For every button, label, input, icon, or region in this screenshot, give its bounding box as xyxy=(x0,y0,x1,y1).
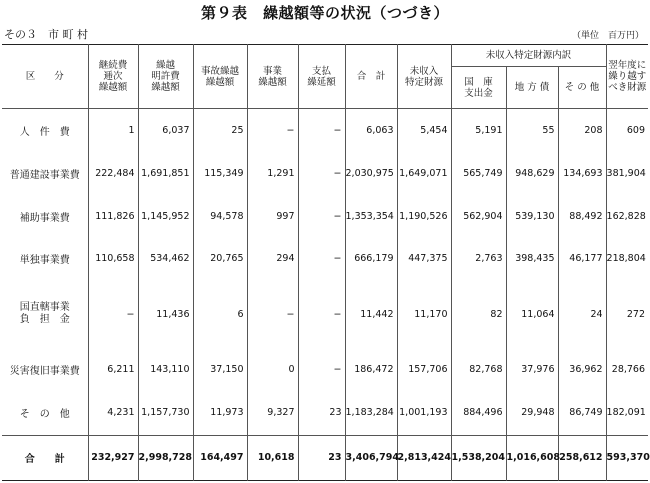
header-carryover-continued: 継続費 逓次 繰越額 xyxy=(88,45,138,109)
total-label: 合 計 xyxy=(2,435,88,480)
table-cell: 1,649,071 xyxy=(397,153,451,196)
table-cell: − xyxy=(88,280,138,348)
table-cell: 55 xyxy=(506,109,558,153)
table-cell: 23 xyxy=(298,391,345,435)
table-cell: 11,436 xyxy=(138,280,193,348)
table-cell: 20,765 xyxy=(193,238,247,281)
table-row xyxy=(2,238,648,281)
table-cell: 1,183,284 xyxy=(345,391,397,435)
row-label: 人 件 費 xyxy=(19,127,70,139)
row-label: 補助事業費 xyxy=(19,212,70,224)
table-cell: 948,629 xyxy=(506,153,558,196)
table-cell: 162,828 xyxy=(606,195,648,238)
table-cell: 1,001,193 xyxy=(397,391,451,435)
table-cell: 218,804 xyxy=(606,238,648,281)
table-cell: 82 xyxy=(451,280,506,348)
table-title: 第９表 繰越額等の状況（つづき） xyxy=(200,4,449,22)
total-row xyxy=(2,435,648,480)
header-local-bonds: 地 方 債 xyxy=(506,67,558,109)
table-cell: 11,442 xyxy=(345,280,397,348)
table-cell: 2,763 xyxy=(451,238,506,281)
table-cell: 88,492 xyxy=(558,195,606,238)
table-cell: 1,353,354 xyxy=(345,195,397,238)
table-cell: − xyxy=(298,280,345,348)
table-cell: 82,768 xyxy=(451,348,506,391)
table-cell: − xyxy=(298,153,345,196)
table-cell: 182,091 xyxy=(606,391,648,435)
table-cell: 186,472 xyxy=(345,348,397,391)
total-cell: 23 xyxy=(298,435,345,480)
table-cell: 1,291 xyxy=(247,153,298,196)
table-cell: 997 xyxy=(247,195,298,238)
table-cell: 134,693 xyxy=(558,153,606,196)
total-cell: 10,618 xyxy=(247,435,298,480)
table-cell: 398,435 xyxy=(506,238,558,281)
table-row xyxy=(2,280,648,348)
table-cell: − xyxy=(247,280,298,348)
table-row xyxy=(2,391,648,435)
total-cell: 164,497 xyxy=(193,435,247,480)
table-cell: 534,462 xyxy=(138,238,193,281)
table-cell: 1 xyxy=(88,109,138,153)
table-cell: 115,349 xyxy=(193,153,247,196)
table-cell: 884,496 xyxy=(451,391,506,435)
table-cell: 46,177 xyxy=(558,238,606,281)
table-cell: 29,948 xyxy=(506,391,558,435)
table-cell: − xyxy=(298,238,345,281)
table-cell: 562,904 xyxy=(451,195,506,238)
header-carryover-accident: 事故繰越 繰越額 xyxy=(193,45,247,109)
table-cell: 5,191 xyxy=(451,109,506,153)
table-cell: 0 xyxy=(247,348,298,391)
header-carryover-explicit: 繰越 明許費 繰越額 xyxy=(138,45,193,109)
table-cell: − xyxy=(247,109,298,153)
table-cell: 666,179 xyxy=(345,238,397,281)
header-national-treasury: 国 庫 支出金 xyxy=(451,67,506,109)
table-subtitle: その３ 市 町 村 xyxy=(4,28,88,41)
table-cell: 4,231 xyxy=(88,391,138,435)
table-cell: 9,327 xyxy=(247,391,298,435)
table-cell: 37,150 xyxy=(193,348,247,391)
header-total: 合 計 xyxy=(345,45,397,109)
table-cell: 294 xyxy=(247,238,298,281)
unit-label: （単位 百万円） xyxy=(571,31,644,41)
table-cell: 6,063 xyxy=(345,109,397,153)
table-cell: 222,484 xyxy=(88,153,138,196)
total-cell: 3,406,794 xyxy=(345,435,397,480)
table-cell: 1,691,851 xyxy=(138,153,193,196)
total-cell: 258,612 xyxy=(558,435,606,480)
table-cell: 447,375 xyxy=(397,238,451,281)
table-cell: 6 xyxy=(193,280,247,348)
table-cell: 5,454 xyxy=(397,109,451,153)
row-label: 国直轄事業 負 担 金 xyxy=(19,302,70,326)
table-cell: 11,973 xyxy=(193,391,247,435)
row-label: 普通建設事業費 xyxy=(9,170,80,182)
table-cell: 11,170 xyxy=(397,280,451,348)
table-cell: 208 xyxy=(558,109,606,153)
table-cell: 25 xyxy=(193,109,247,153)
header-category: 区 分 xyxy=(2,45,88,109)
table-cell: 143,110 xyxy=(138,348,193,391)
total-cell: 232,927 xyxy=(88,435,138,480)
table-cell: 1,190,526 xyxy=(397,195,451,238)
total-cell: 593,370 xyxy=(606,435,648,480)
table-cell: 110,658 xyxy=(88,238,138,281)
row-label: 災害復旧事業費 xyxy=(9,366,80,378)
row-label: 単独事業費 xyxy=(19,255,70,267)
header-unreceived-funds: 未収入 特定財源 xyxy=(397,45,451,109)
table-cell: − xyxy=(298,109,345,153)
table-row xyxy=(2,195,648,238)
table-cell: 2,030,975 xyxy=(345,153,397,196)
table-cell: 28,766 xyxy=(606,348,648,391)
table-cell: 157,706 xyxy=(397,348,451,391)
table-cell: 6,037 xyxy=(138,109,193,153)
table-cell: − xyxy=(298,348,345,391)
table-cell: 36,962 xyxy=(558,348,606,391)
table-cell: 565,749 xyxy=(451,153,506,196)
table-row xyxy=(2,348,648,391)
total-cell: 2,998,728 xyxy=(138,435,193,480)
table-cell: 381,904 xyxy=(606,153,648,196)
table-cell: 37,976 xyxy=(506,348,558,391)
table-cell: 539,130 xyxy=(506,195,558,238)
header-next-year: 翌年度に 繰り越す べき財源 xyxy=(606,45,648,109)
table-cell: 6,211 xyxy=(88,348,138,391)
header-business-carryover: 事業 繰越額 xyxy=(247,45,298,109)
total-cell: 1,016,608 xyxy=(506,435,558,480)
table-cell: 86,749 xyxy=(558,391,606,435)
header-payment-deferred: 支払 繰延額 xyxy=(298,45,345,109)
table-cell: 24 xyxy=(558,280,606,348)
table-cell: 272 xyxy=(606,280,648,348)
total-cell: 1,538,204 xyxy=(451,435,506,480)
table-row xyxy=(2,153,648,196)
table-cell: 11,064 xyxy=(506,280,558,348)
total-cell: 2,813,424 xyxy=(397,435,451,480)
table-cell: 1,145,952 xyxy=(138,195,193,238)
row-label: そ の 他 xyxy=(19,409,70,421)
table-cell: 111,826 xyxy=(88,195,138,238)
table-cell: − xyxy=(298,195,345,238)
table-row xyxy=(2,109,648,153)
table-cell: 609 xyxy=(606,109,648,153)
carryover-table xyxy=(2,44,648,481)
table-cell: 1,157,730 xyxy=(138,391,193,435)
table-cell: 94,578 xyxy=(193,195,247,238)
header-others: そ の 他 xyxy=(558,67,606,109)
header-breakdown-group: 未収入特定財源内訳 xyxy=(451,45,606,67)
